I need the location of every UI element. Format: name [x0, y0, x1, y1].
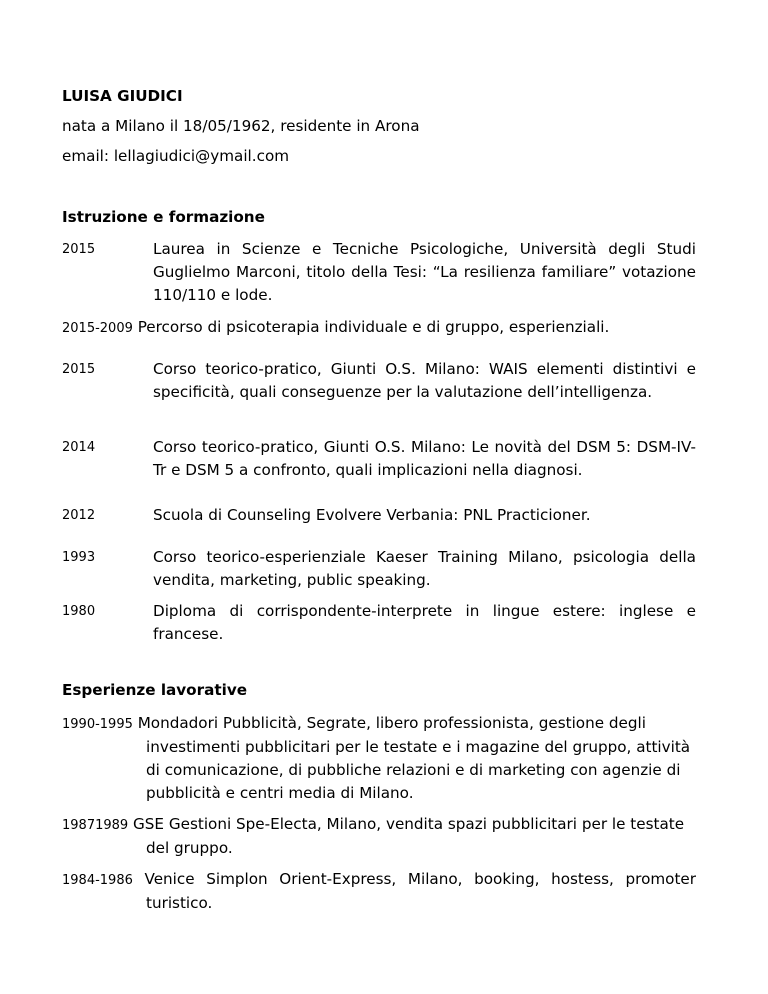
work-entry: [62, 712, 696, 805]
education-entry: [62, 358, 696, 404]
education-entry: [62, 436, 696, 482]
work-entry: [62, 868, 696, 915]
education-entry: [62, 316, 696, 340]
entry-year: 1990-1995: [62, 717, 133, 732]
entry-text: Laurea in Scienze e Tecniche Psicologiche, Università degli Studi Guglielmo Marconi, titolo della Tesi: “La resilienza familiare” votazione 110/110 e lode.: [153, 240, 696, 304]
entry-year: 1984-1986: [62, 873, 133, 888]
education-entry: [62, 546, 696, 592]
entry-year: 19871989: [62, 818, 129, 833]
entry-text: Percorso di psicoterapia individuale e di gruppo, esperienziali.: [137, 318, 610, 336]
entry-text: Venice Simplon Orient-Express, Milano, booking, hostess, promoter turistico.: [144, 870, 696, 912]
work-heading: Esperienze lavorative: [62, 681, 248, 699]
entry-year: 2015: [62, 242, 96, 257]
entry-year: 1993: [62, 550, 96, 565]
entry-text: GSE Gestioni Spe-Electa, Milano, vendita spazi pubblicitari per le testate del gruppo.: [133, 815, 685, 857]
education-entry: [62, 504, 696, 527]
entry-year: 1980: [62, 604, 96, 619]
entry-year: 2015: [62, 362, 96, 377]
education-heading: Istruzione e formazione: [62, 208, 265, 226]
entry-year: 2015-2009: [62, 321, 133, 336]
entry-text: Mondadori Pubblicità, Segrate, libero professionista, gestione degli investimenti pubblicitari per le testate e i magazine del gruppo, attività di comunicazione, di pubbliche relazioni e di marketing con agenzie di pubblicità e centri media di Milano.: [137, 714, 691, 802]
email-line: email: lellagiudici@ymail.com: [62, 147, 290, 165]
entry-year: 2014: [62, 440, 96, 455]
birth-residence: nata a Milano il 18/05/1962, residente in Arona: [62, 117, 420, 135]
person-name: LUISA GIUDICI: [62, 87, 183, 105]
entry-text: Diploma di corrispondente-interprete in lingue estere: inglese e francese.: [153, 602, 696, 643]
entry-text: Scuola di Counseling Evolvere Verbania: PNL Practicioner.: [153, 506, 591, 524]
education-entry: [62, 238, 696, 307]
entry-year: 2012: [62, 508, 96, 523]
education-entry: [62, 600, 696, 646]
entry-text: Corso teorico-pratico, Giunti O.S. Milano: Le novità del DSM 5: DSM-IV-Tr e DSM 5 a confronto, quali implicazioni nella diagnosi.: [153, 438, 696, 479]
work-entry: [62, 813, 696, 860]
entry-text: Corso teorico-pratico, Giunti O.S. Milano: WAIS elementi distintivi e specificità, quali conseguenze per la valutazione dell’intelligenza.: [153, 360, 696, 401]
entry-text: Corso teorico-esperienziale Kaeser Training Milano, psicologia della vendita, marketing, public speaking.: [153, 548, 696, 589]
